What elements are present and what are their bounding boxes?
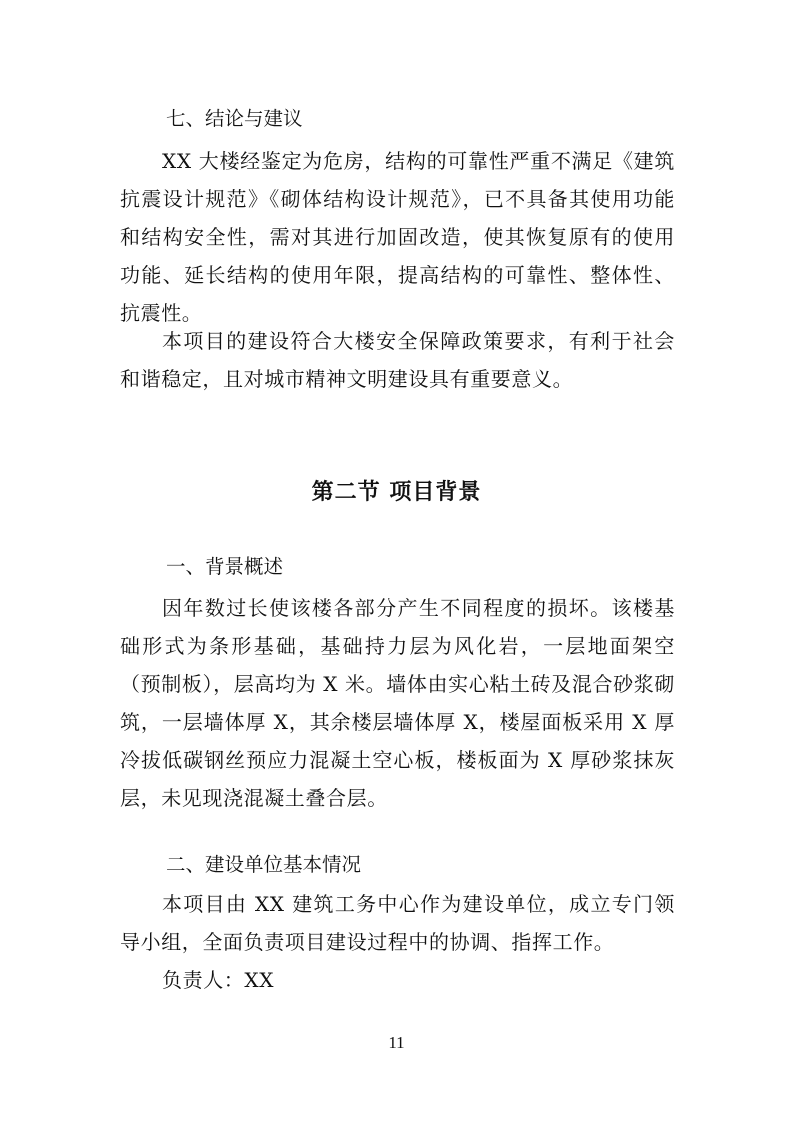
section-heading-unit-info: 二、建设单位基本情况 [166,853,362,876]
paragraph-unit-info: 本项目由 XX 建筑工务中心作为建设单位，成立专门领导小组，全面负责项目建设过程中的协调、指挥工作。 [120,892,675,954]
paragraph-conclusion-1: XX 大楼经鉴定为危房，结构的可靠性严重不满足《建筑抗震设计规范》《砌体结构设计规范》，已不具备其使用功能和结构安全性，需对其进行加固改造，使其恢复原有的使用功能、延长结构的使用年限，提高结构的可靠性、整体性、抗震性。 [120,149,675,325]
section-heading-background: 一、背景概述 [166,555,284,578]
section-heading-conclusion: 七、结论与建议 [166,107,303,130]
page-number: 11 [388,1033,405,1052]
chapter-title: 第二节 项目背景 [311,480,482,505]
responsible-person: 负责人：XX [162,968,275,992]
paragraph-conclusion-2: 本项目的建设符合大楼安全保障政策要求，有利于社会和谐稳定，且对城市精神文明建设具有重要意义。 [120,329,675,391]
paragraph-background: 因年数过长使该楼各部分产生不同程度的损坏。该楼基础形式为条形基础，基础持力层为风化岩，一层地面架空（预制板），层高均为 X 米。墙体由实心粘土砖及混合砂浆砌筑，一层墙体厚 X，其余楼层墙体厚 X，楼屋面板采用 X 厚冷拔低碳钢丝预应力混凝土空心板，楼板面为 X 厚砂浆抹灰层，未见现浇混凝土叠合层。 [120,596,675,810]
